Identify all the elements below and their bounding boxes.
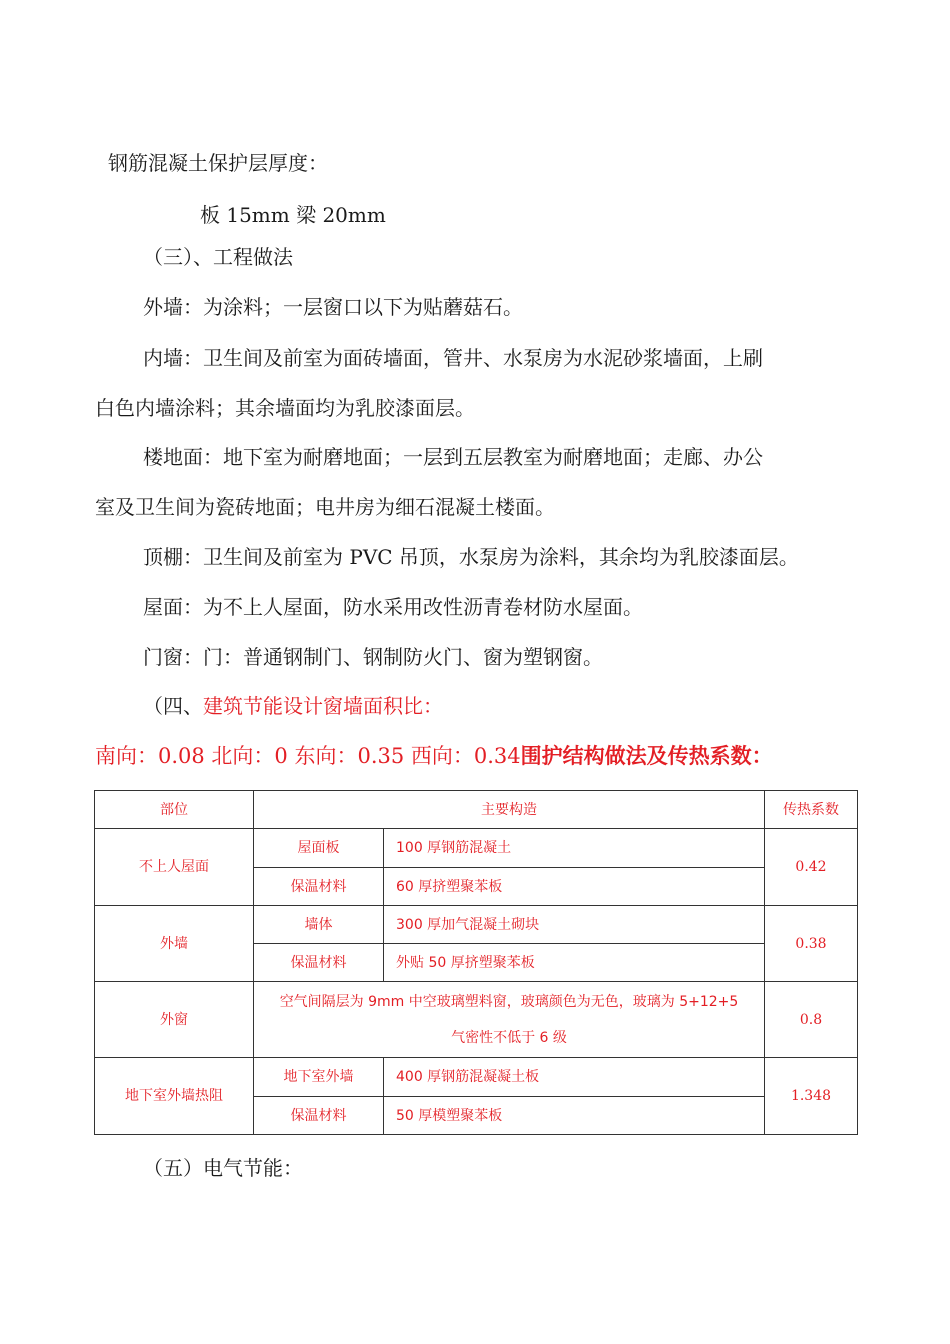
inner-wall-text-2: 白色内墙涂料；其余墙面均为乳胶漆面层。 (95, 396, 475, 420)
table-row (95, 906, 858, 944)
table-row (95, 982, 858, 1058)
layer-cell: 墙体 (254, 906, 384, 944)
layer-cell: 保温材料 (254, 944, 384, 982)
desc-line: 气密性不低于 6 级 (451, 1029, 567, 1046)
envelope-heading: 围护结构做法及传热系数： (520, 744, 773, 768)
section-4-title: 建筑节能设计窗墙面积比： (203, 694, 443, 718)
protection-layer-heading: 钢筋混凝土保护层厚度： (108, 151, 328, 175)
coefficient-cell: 1.348 (765, 1058, 858, 1135)
window-wall-ratio (95, 742, 773, 770)
part-cell: 外墙 (95, 906, 254, 982)
header-coefficient: 传热系数 (765, 791, 858, 829)
envelope-table (94, 790, 858, 1135)
section-5-heading: （五）电气节能： (143, 1156, 303, 1180)
coefficient-cell: 0.42 (765, 829, 858, 906)
table-row (95, 829, 858, 868)
layer-cell: 屋面板 (254, 829, 384, 868)
coefficient-cell: 0.8 (765, 982, 858, 1058)
layer-cell: 保温材料 (254, 868, 384, 906)
desc-cell (254, 982, 765, 1058)
ratio-values: 南向：0.08 北向：0 东向：0.35 西向：0.34 (95, 744, 521, 768)
protection-layer-value: 板 15mm 梁 20mm (200, 203, 386, 227)
coefficient-cell: 0.38 (765, 906, 858, 982)
desc-cell: 60 厚挤塑聚苯板 (384, 868, 765, 906)
header-part: 部位 (95, 791, 254, 829)
section-4-heading (143, 692, 443, 720)
table-header-row (95, 791, 858, 829)
ceiling-text: 顶棚：卫生间及前室为 PVC 吊顶，水泵房为涂料，其余均为乳胶漆面层。 (143, 545, 799, 569)
roof-text: 屋面：为不上人屋面，防水采用改性沥青卷材防水屋面。 (143, 595, 643, 619)
doors-windows-text: 门窗：门：普通钢制门、钢制防火门、窗为塑钢窗。 (143, 645, 603, 669)
part-cell: 外窗 (95, 982, 254, 1058)
header-construction: 主要构造 (254, 791, 765, 829)
desc-cell: 400 厚钢筋混凝凝土板 (384, 1058, 765, 1097)
layer-cell: 地下室外墙 (254, 1058, 384, 1097)
section-4-prefix: （四、 (143, 694, 203, 718)
table-row (95, 1058, 858, 1097)
floor-text-2: 室及卫生间为瓷砖地面；电井房为细石混凝土楼面。 (95, 495, 555, 519)
desc-line: 空气间隔层为 9mm 中空玻璃塑料窗，玻璃颜色为无色，玻璃为 5+12+5 (279, 993, 739, 1010)
desc-cell: 100 厚钢筋混凝土 (384, 829, 765, 868)
inner-wall-text-1: 内墙：卫生间及前室为面砖墙面，管井、水泵房为水泥砂浆墙面，上刷 (143, 346, 763, 370)
desc-cell: 外贴 50 厚挤塑聚苯板 (384, 944, 765, 982)
section-3-heading: （三）、工程做法 (143, 245, 293, 269)
floor-text-1: 楼地面：地下室为耐磨地面；一层到五层教室为耐磨地面；走廊、办公 (143, 445, 763, 469)
desc-cell: 300 厚加气混凝土砌块 (384, 906, 765, 944)
desc-cell: 50 厚模塑聚苯板 (384, 1097, 765, 1135)
outer-wall-text: 外墙：为涂料；一层窗口以下为贴蘑菇石。 (143, 295, 523, 319)
part-cell: 不上人屋面 (95, 829, 254, 906)
part-cell: 地下室外墙热阻 (95, 1058, 254, 1135)
layer-cell: 保温材料 (254, 1097, 384, 1135)
